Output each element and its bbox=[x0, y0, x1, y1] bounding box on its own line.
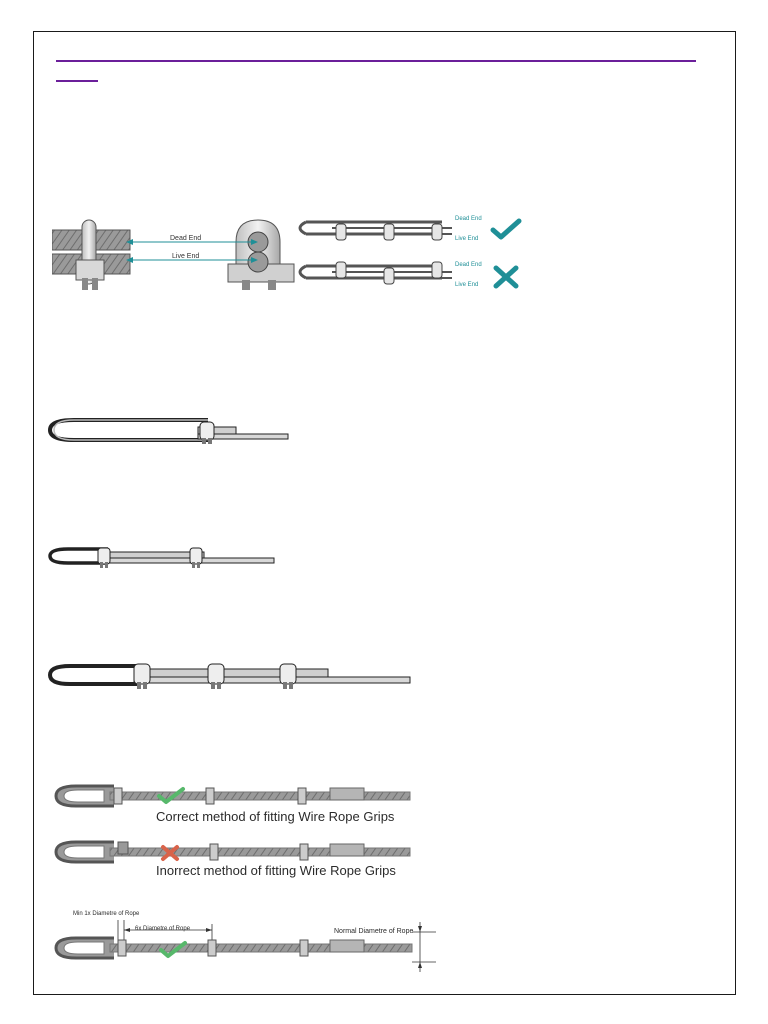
correct-dead-end-label: Dead End bbox=[455, 216, 482, 222]
teal-cross-icon bbox=[492, 264, 520, 290]
dead-end-label: Dead End bbox=[170, 235, 202, 242]
dimension-figure bbox=[54, 918, 440, 976]
teal-check-icon bbox=[490, 218, 522, 240]
green-check-icon-2 bbox=[158, 940, 188, 960]
header-rule bbox=[56, 60, 696, 62]
header-rule-short bbox=[56, 80, 98, 82]
live-end-label: Live End bbox=[172, 253, 200, 260]
two-grips-figure bbox=[48, 540, 276, 572]
wrong-dead-end-label: Dead End bbox=[455, 262, 482, 268]
incorrect-method-caption: Inorrect method of fitting Wire Rope Grips bbox=[156, 863, 396, 878]
red-cross-icon bbox=[160, 844, 180, 862]
min-diameter-label: Min 1x Diametre of Rope bbox=[73, 911, 140, 917]
three-grips-figure bbox=[48, 656, 414, 692]
single-grip-figure bbox=[48, 410, 292, 446]
six-diameter-label: 6x Diametre of Rope bbox=[135, 926, 191, 932]
wrong-live-end-label: Live End bbox=[455, 282, 479, 288]
correct-method-caption: Correct method of fitting Wire Rope Grips bbox=[156, 809, 395, 824]
correct-live-end-label: Live End bbox=[455, 236, 479, 242]
green-check-icon-1 bbox=[156, 786, 186, 806]
normal-diameter-label: Normal Diametre of Rope bbox=[334, 928, 414, 935]
